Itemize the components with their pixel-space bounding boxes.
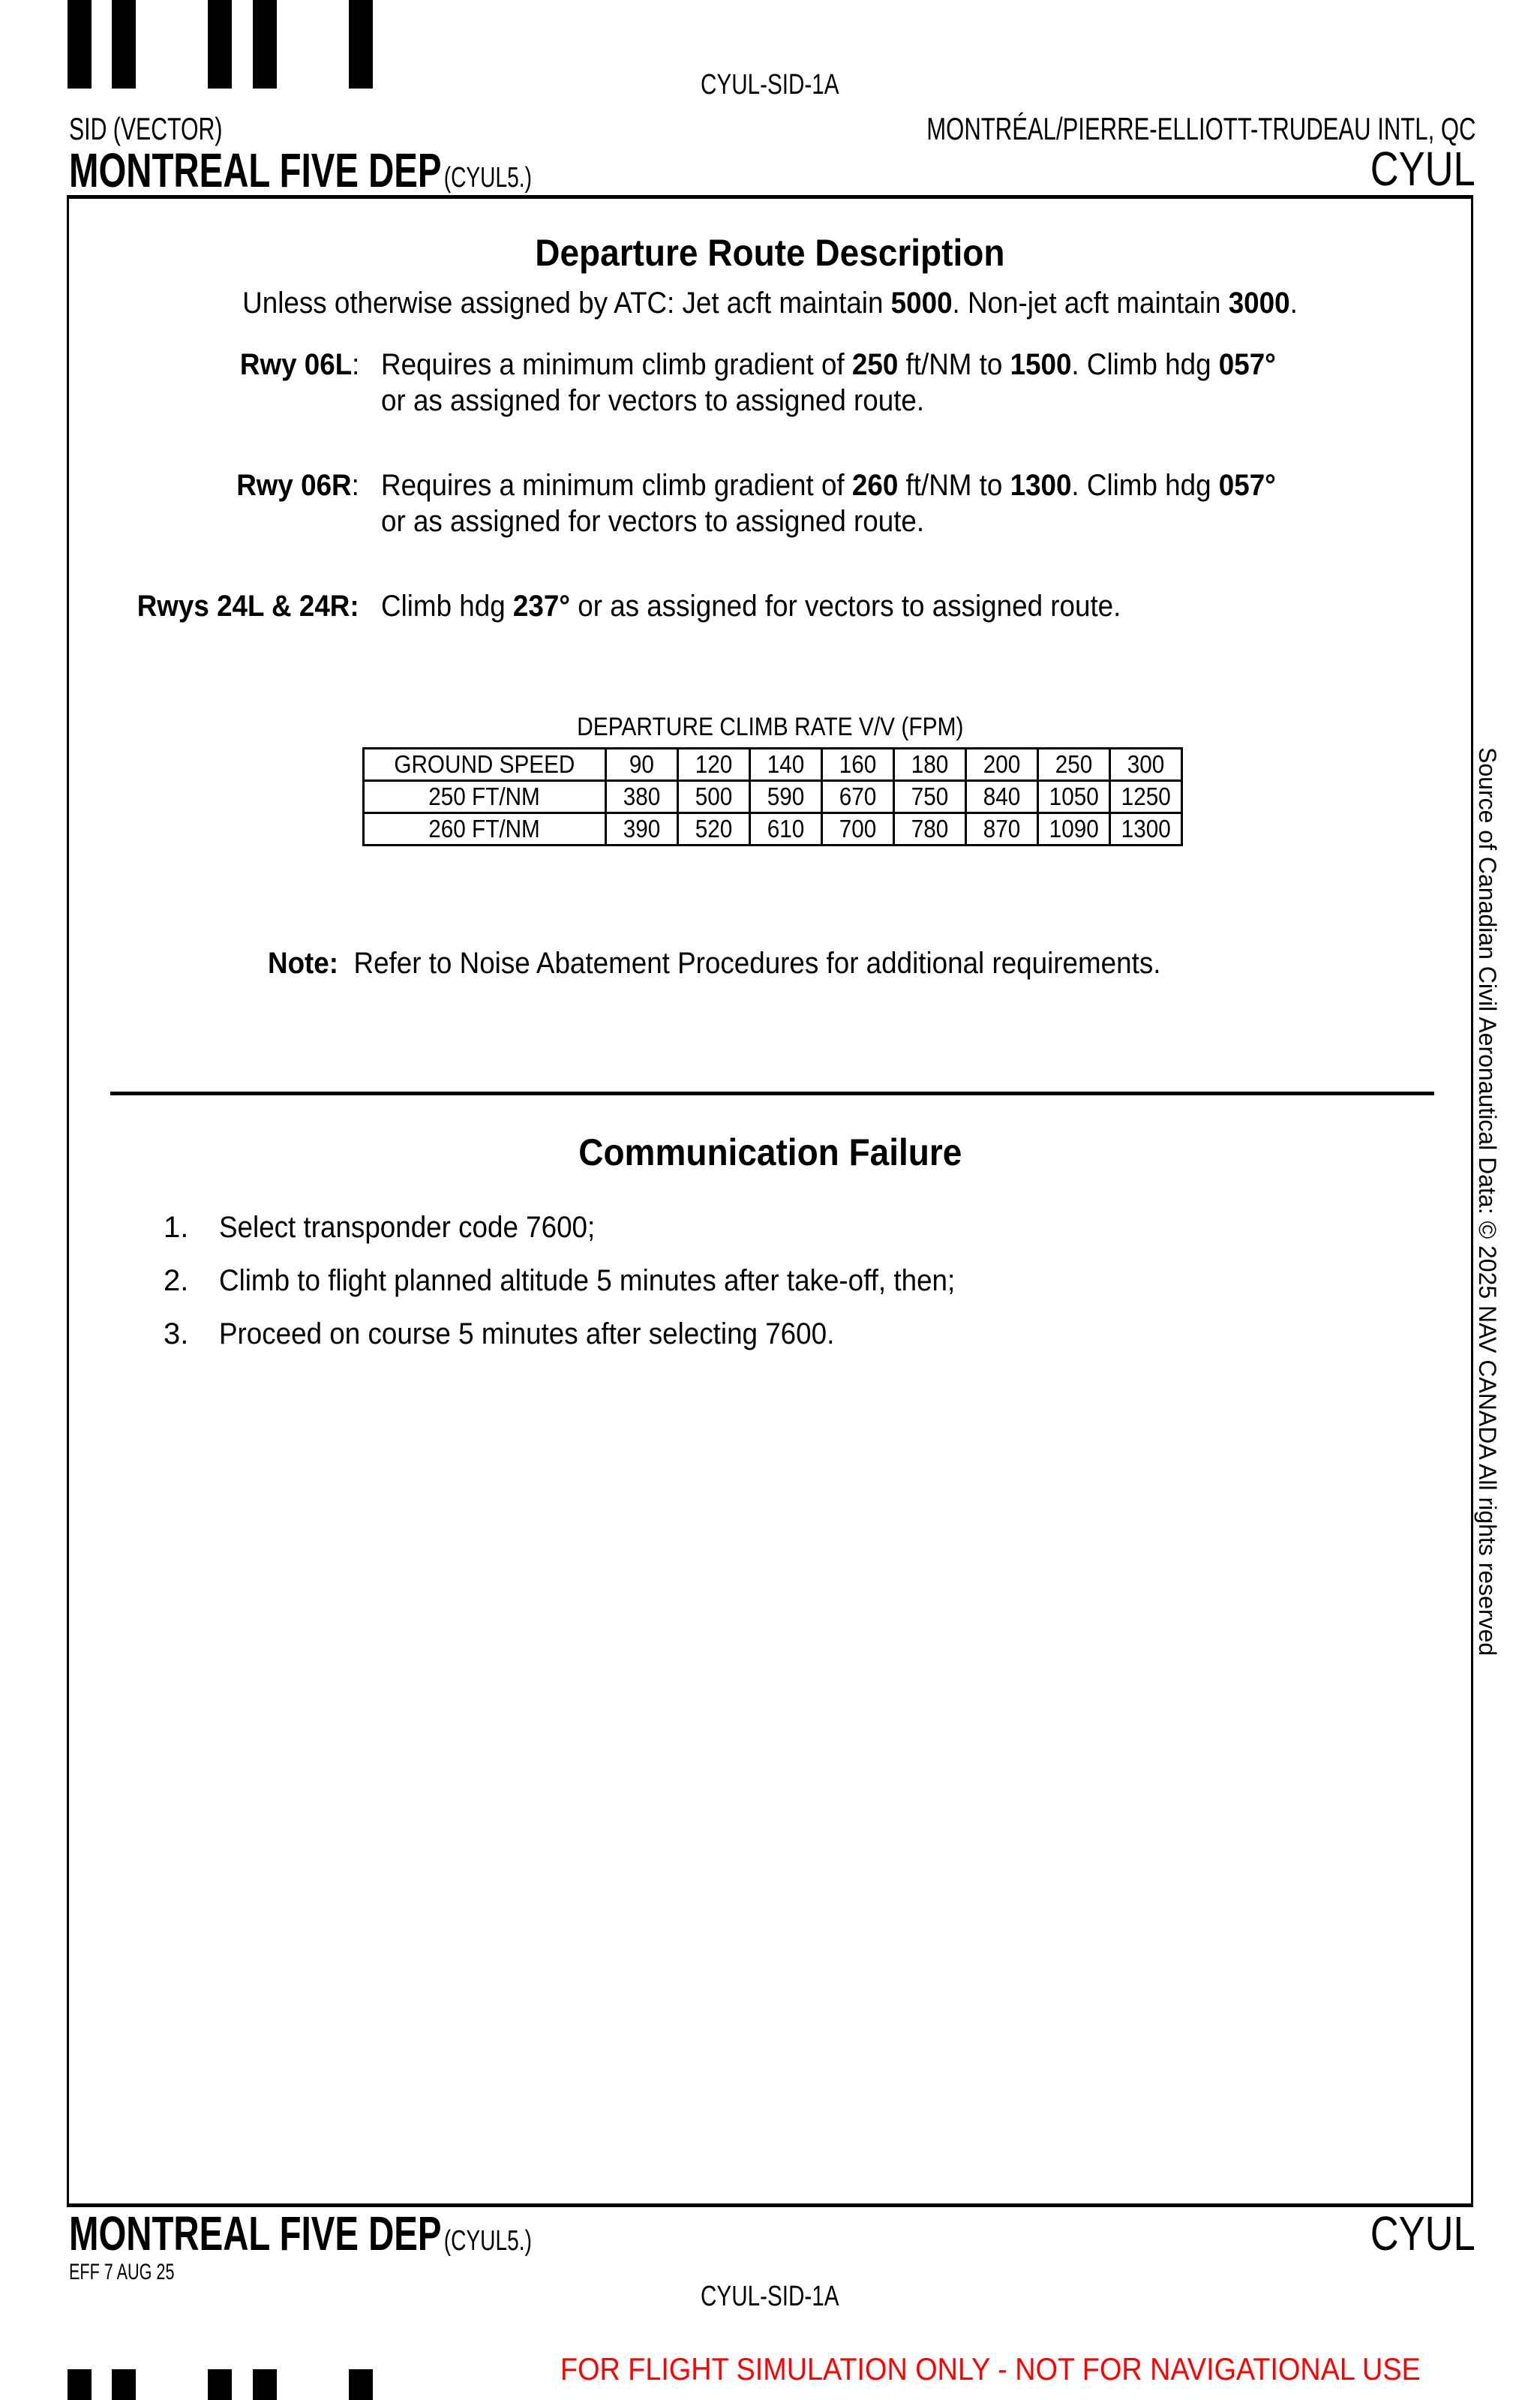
noise-abatement-note: Note: Refer to Noise Abatement Procedures for additional requirements. xyxy=(268,947,1161,980)
binder-bar xyxy=(253,2369,277,2400)
climb-rate-table xyxy=(362,747,1183,846)
table-row-label: 250 FT/NM xyxy=(364,781,606,813)
departure-intro: Unless otherwise assigned by ATC: Jet acft maintain 5000. Non-jet acft maintain 3000. xyxy=(242,287,1298,320)
table-row xyxy=(364,781,1182,813)
table-cell: 500 xyxy=(678,781,750,813)
table-cell: 1250 xyxy=(1110,781,1182,813)
table-header-cell: GROUND SPEED xyxy=(364,749,606,781)
table-cell: 390 xyxy=(606,813,678,846)
airport-name: MONTRÉAL/PIERRE-ELLIOTT-TRUDEAU INTL, QC xyxy=(926,111,1475,146)
table-cell: 1090 xyxy=(1038,813,1110,846)
table-cell: 670 xyxy=(822,781,894,813)
data-source-credit: Source of Canadian Civil Aeronautical Data: © 2025 NAV CANADA All rights reserved xyxy=(1474,747,1501,1657)
climb-table-title: DEPARTURE CLIMB RATE V/V (FPM) xyxy=(576,713,964,741)
table-cell: 200 xyxy=(966,749,1038,781)
procedure-title xyxy=(69,143,695,198)
binder-bar xyxy=(112,2369,136,2400)
comm-failure-heading: Communication Failure xyxy=(578,1131,962,1173)
runway-instruction: Requires a minimum climb gradient of 260 ft/NM to 1300. Climb hdg 057° xyxy=(381,469,1276,502)
table-cell: 300 xyxy=(1110,749,1182,781)
runway-label: Rwy 06L: xyxy=(239,348,359,381)
simulation-warning: FOR FLIGHT SIMULATION ONLY - NOT FOR NAVIGATIONAL USE xyxy=(560,2351,1421,2386)
binder-bar xyxy=(208,2369,232,2400)
procedure-code: (CYUL5.) xyxy=(443,162,532,194)
procedure-name: MONTREAL FIVE DEP xyxy=(69,143,442,197)
table-cell: 520 xyxy=(678,813,750,846)
procedure-title-footer xyxy=(69,2206,695,2261)
effective-date: EFF 7 AUG 25 xyxy=(69,2260,175,2284)
table-cell: 870 xyxy=(966,813,1038,846)
procedure-type: SID (VECTOR) xyxy=(69,111,223,146)
chart-id-bottom: CYUL-SID-1A xyxy=(701,2281,839,2312)
section-divider xyxy=(110,1092,1434,1095)
runway-instruction-cont: or as assigned for vectors to assigned route. xyxy=(381,505,925,538)
procedure-code: (CYUL5.) xyxy=(443,2225,532,2257)
note-label: Note: xyxy=(268,947,339,980)
airport-icao: CYUL xyxy=(1370,142,1475,196)
table-cell: 120 xyxy=(678,749,750,781)
chart-id-top: CYUL-SID-1A xyxy=(701,69,839,101)
table-cell: 700 xyxy=(822,813,894,846)
binder-bar xyxy=(349,2369,373,2400)
table-cell: 90 xyxy=(606,749,678,781)
departure-heading: Departure Route Description xyxy=(535,232,1005,274)
table-cell: 250 xyxy=(1038,749,1110,781)
binder-bar xyxy=(68,2369,92,2400)
runway-instruction: Requires a minimum climb gradient of 250 ft/NM to 1500. Climb hdg 057° xyxy=(381,348,1276,381)
table-cell: 840 xyxy=(966,781,1038,813)
runway-instruction-cont: or as assigned for vectors to assigned route. xyxy=(381,384,925,417)
airport-icao-footer: CYUL xyxy=(1370,2206,1475,2260)
runway-label: Rwys 24L & 24R: xyxy=(137,590,359,623)
procedure-name: MONTREAL FIVE DEP xyxy=(69,2206,442,2260)
table-cell: 140 xyxy=(750,749,822,781)
table-cell: 1300 xyxy=(1110,813,1182,846)
table-row-label: 260 FT/NM xyxy=(364,813,606,846)
table-cell: 380 xyxy=(606,781,678,813)
table-cell: 750 xyxy=(894,781,966,813)
table-cell: 590 xyxy=(750,781,822,813)
table-cell: 1050 xyxy=(1038,781,1110,813)
table-row xyxy=(364,749,1182,781)
table-cell: 160 xyxy=(822,749,894,781)
runway-label: Rwy 06R: xyxy=(236,469,359,502)
nonjet-altitude: 3000 xyxy=(1228,287,1290,320)
table-cell: 780 xyxy=(894,813,966,846)
jet-altitude: 5000 xyxy=(890,287,953,320)
runway-instruction: Climb hdg 237° or as assigned for vectors to assigned route. xyxy=(381,590,1121,623)
table-row xyxy=(364,813,1182,846)
table-cell: 610 xyxy=(750,813,822,846)
table-cell: 180 xyxy=(894,749,966,781)
